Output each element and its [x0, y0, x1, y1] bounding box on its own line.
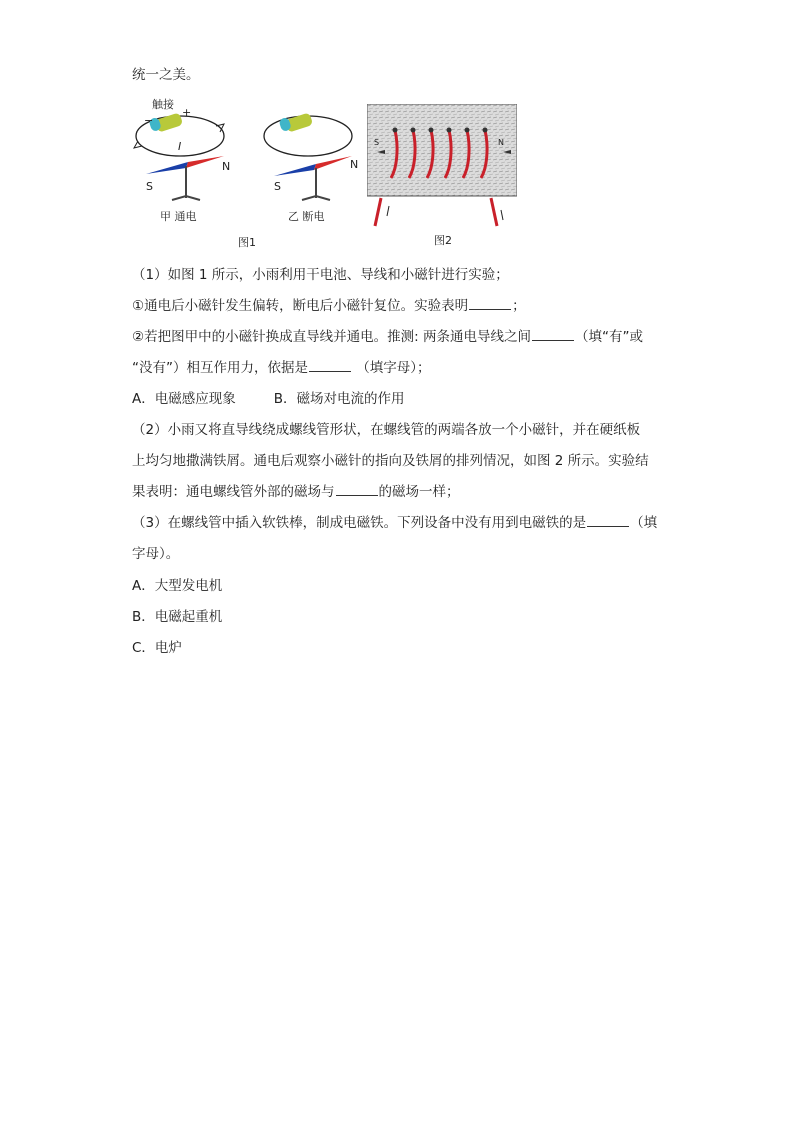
needle-s-label: S: [146, 180, 153, 193]
q2-line3: 果表明：通电螺线管外部的磁场与 的磁场一样；: [132, 484, 460, 500]
needle-s-label: S: [274, 180, 281, 193]
q3-line2: 字母）。: [132, 546, 180, 562]
answer-blank[interactable]: [532, 328, 574, 341]
q3-option-c: C．电炉: [132, 640, 182, 656]
q2-line2: 上均匀地撒满铁屑。通电后观察小磁针的指向及铁屑的排列情况，如图 2 所示。实验结: [132, 453, 649, 469]
q1-part2-cont: “没有”）相互作用力，依据是 （填字母）；: [132, 360, 431, 376]
answer-blank[interactable]: [469, 297, 511, 310]
intro-text: 统一之美。: [132, 67, 200, 83]
figure1-caption: 图1: [238, 236, 256, 249]
q1-stem: （1）如图 1 所示，小雨利用干电池、导线和小磁针进行实验；: [132, 267, 509, 283]
answer-blank[interactable]: [309, 359, 351, 372]
needle-n-label: N: [350, 158, 359, 171]
battery-icon: [148, 112, 183, 132]
q2-line1: （2）小雨又将直导线绕成螺线管形状，在螺线管的两端各放一个小磁针，并在硬纸板: [132, 422, 641, 438]
compass-needle-icon: [274, 156, 352, 200]
current-label: I: [178, 140, 182, 153]
right-caption: 乙 断电: [288, 210, 325, 223]
answer-blank[interactable]: [336, 483, 378, 496]
figure1-left: [128, 96, 238, 226]
left-caption: 甲 通电: [160, 210, 197, 223]
figure2: [367, 104, 517, 228]
q3-option-b: B．电磁起重机: [132, 609, 223, 625]
needle-n-label: N: [222, 160, 231, 173]
figure1-right: [256, 96, 366, 226]
s-label: S: [374, 138, 380, 147]
plus-label: +: [182, 106, 192, 119]
q1-options: [132, 390, 405, 408]
battery-icon: [278, 112, 313, 132]
compass-needle-icon: [146, 156, 224, 200]
q1-option-a: A．电磁感应现象: [132, 391, 236, 407]
minus-label: −: [144, 114, 154, 127]
q1-option-b: B．磁场对电流的作用: [273, 391, 405, 407]
n-label: N: [498, 138, 504, 147]
touch-label: 触接: [152, 98, 174, 111]
answer-blank[interactable]: [587, 514, 629, 527]
q3-line1: （3）在螺线管中插入软铁棒，制成电磁铁。下列设备中没有用到电磁铁的是 （填: [132, 515, 658, 531]
figure2-caption: 图2: [434, 234, 452, 247]
lead-wires-icon: [375, 198, 503, 226]
q1-part1: ①通电后小磁针发生偏转，断电后小磁针复位。实验表明 ；: [132, 298, 526, 314]
q3-option-a: A．大型发电机: [132, 578, 223, 594]
q1-part2: ②若把图甲中的小磁针换成直导线并通电。推测: 两条通电导线之间 （填“有”或: [132, 329, 643, 345]
